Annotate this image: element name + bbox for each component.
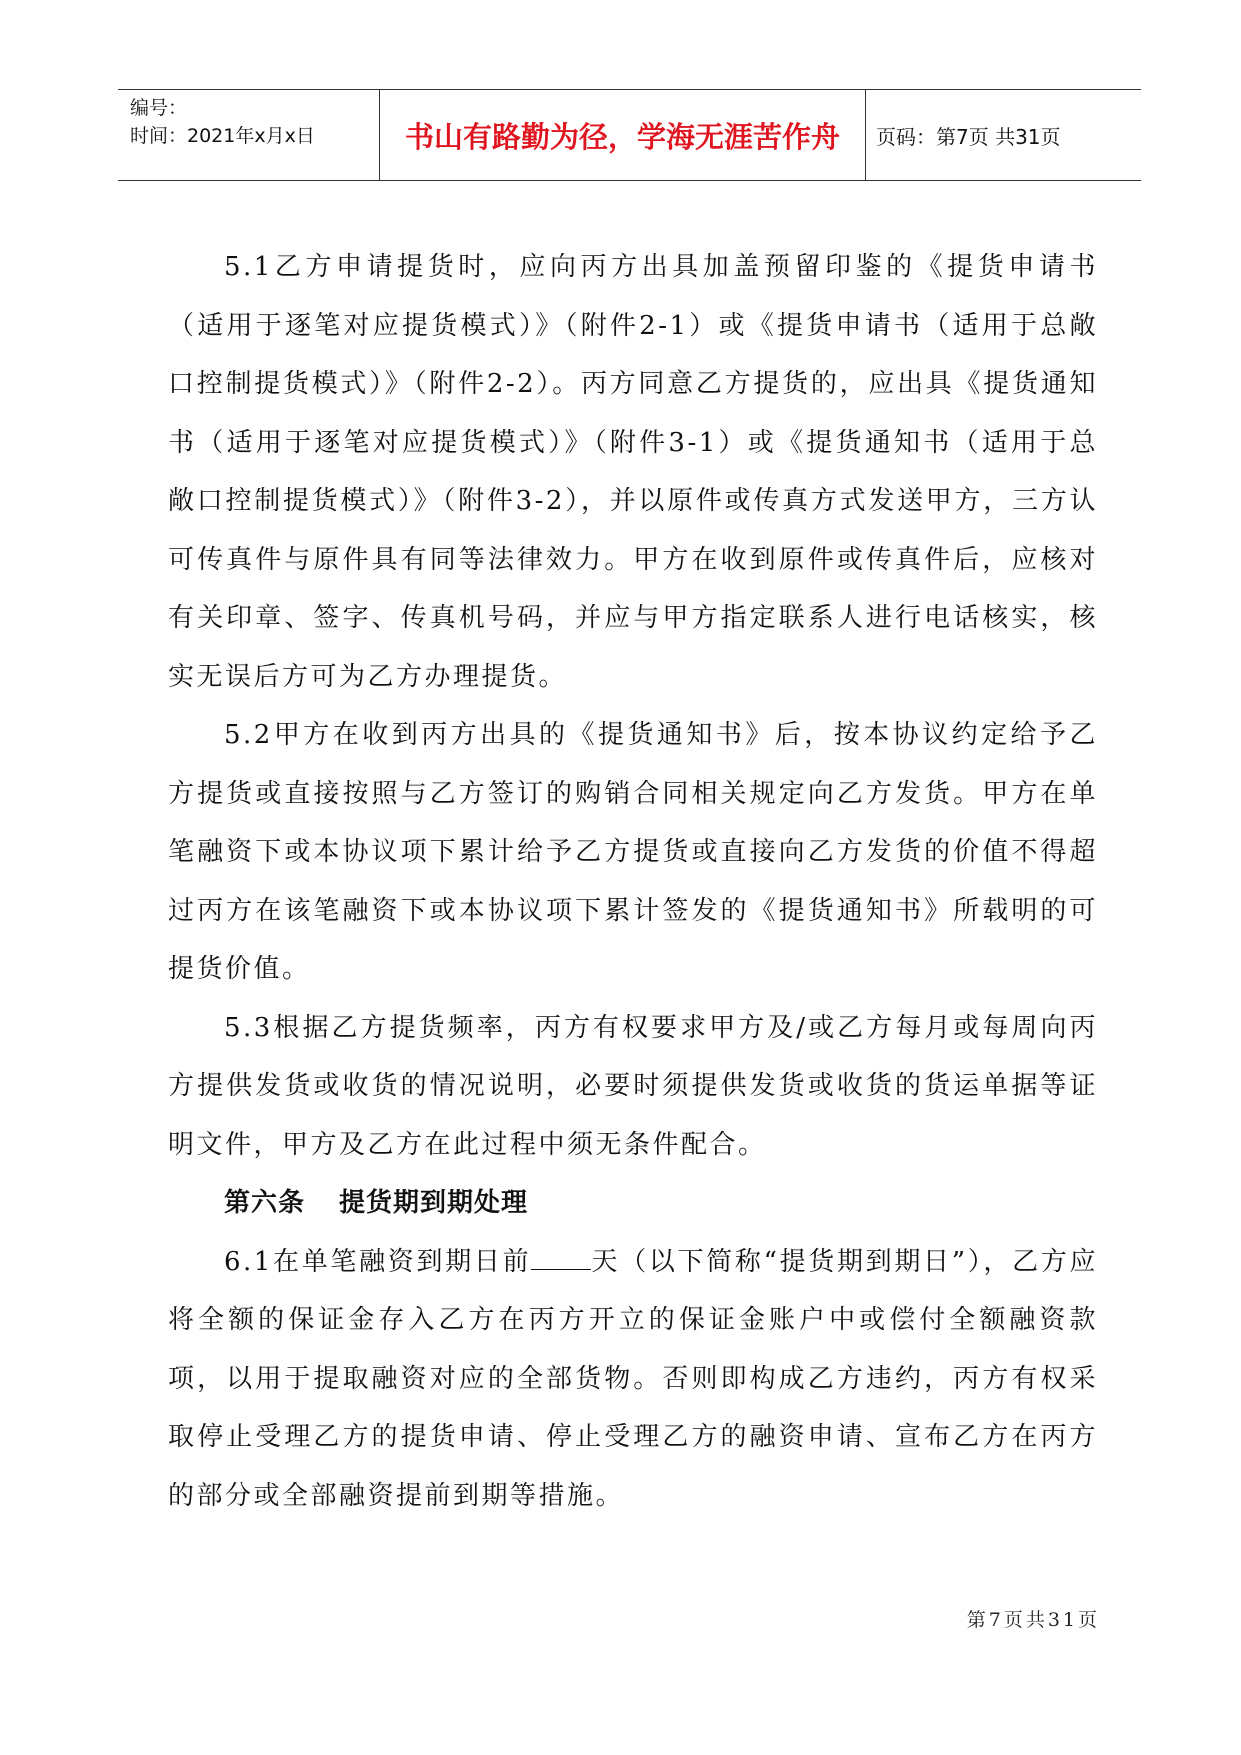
page-footer-number: 第7页共31页	[966, 1609, 1100, 1631]
clause-5-1: 5.1乙方申请提货时，应向丙方出具加盖预留印鉴的《提货申请书（适用于逐笔对应提货模式）》（附件2-1）或《提货申请书（适用于总敞口控制提货模式）》（附件2-2）。丙方同意乙方提货的，应出具《提货通知书（适用于逐笔对应提货模式）》（附件3-1）或《提货通知书（适用于总敞口控制提货模式）》（附件3-2），并以原件或传真方式发送甲方，三方认可传真件与原件具有同等法律效力。甲方在收到原件或传真件后，应核对有关印章、签字、传真机号码，并应与甲方指定联系人进行电话核实，核实无误后方可为乙方办理提货。	[168, 252, 1098, 692]
header-info-cell	[118, 90, 380, 180]
clause-6-1	[168, 1233, 1098, 1526]
clause-6-1-rest: 天（以下简称“提货期到期日”），乙方应将全额的保证金存入乙方在丙方开立的保证金账户中或偿付全额融资款项，以用于提取融资对应的全部货物。否则即构成乙方违约，丙方有权采取停止受理乙方的提货申请、停止受理乙方的融资申请、宣布乙方在丙方的部分或全部融资提前到期等措施。	[168, 1246, 1098, 1511]
page-header	[118, 89, 1141, 181]
article-heading	[168, 1174, 1098, 1233]
document-time-label: 时间：2021年x月x日	[130, 125, 315, 147]
article-title: 提货期到期处理	[339, 1188, 529, 1218]
document-body	[168, 238, 1098, 1525]
days-blank-field	[531, 1247, 591, 1270]
document-number-label: 编号：	[130, 97, 188, 119]
header-motto: 书山有路勤为径，学海无涯苦作舟	[380, 90, 866, 180]
header-page-label: 页码：第7页 共31页	[876, 124, 1061, 149]
clause-6-1-start: 6.1在单笔融资到期日前	[224, 1246, 532, 1277]
clause-5-3: 5.3根据乙方提货频率，丙方有权要求甲方及/或乙方每月或每周向丙方提供发货或收货的情况说明，必要时须提供发货或收货的货运单据等证明文件，甲方及乙方在此过程中须无条件配合。	[168, 1012, 1098, 1160]
clause-5-2: 5.2甲方在收到丙方出具的《提货通知书》后，按本协议约定给予乙方提货或直接按照与乙方签订的购销合同相关规定向乙方发货。甲方在单笔融资下或本协议项下累计给予乙方提货或直接向乙方发货的价值不得超过丙方在该笔融资下或本协议项下累计签发的《提货通知书》所载明的可提货价值。	[168, 720, 1098, 984]
article-number: 第六条	[224, 1188, 306, 1218]
